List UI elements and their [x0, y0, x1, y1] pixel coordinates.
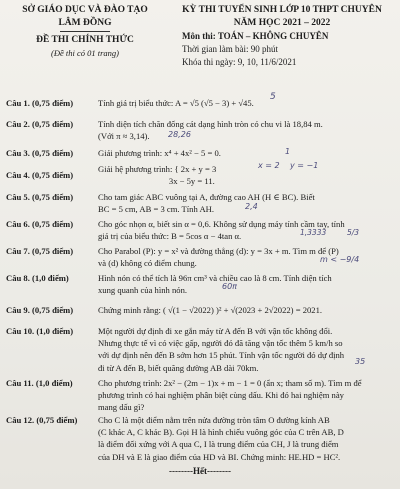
question-text: 3x − 5y = 11.: [98, 176, 215, 187]
question-text: giá trị của biểu thức: B = 5cos α − 4tan α.: [98, 231, 242, 242]
header-left: [10, 4, 160, 59]
handwritten-note: 35: [355, 357, 366, 366]
question-text: Nhưng thực tế vì có việc gấp, người đó đã tăng vận tốc thêm 5 km/h so: [98, 338, 343, 349]
question-label: Câu 3. (0,75 điểm): [6, 148, 74, 158]
question-label: Câu 5. (0,75 điểm): [6, 192, 74, 202]
question-label: Câu 2. (0,75 điểm): [6, 119, 74, 129]
question-text: Cho phương trình: 2x² − (2m − 1)x + m − 1 = 0 (ẩn x; tham số m). Tìm m để: [98, 378, 362, 388]
question-text: Giải hệ phương trình: { 2x + y = 3: [98, 164, 217, 174]
question-text: Tính diện tích chăn đống cát dạng hình tròn có chu vi là 18,84 m.: [98, 119, 323, 129]
question-text: Chứng minh rằng: ( √(1 − √2022) )² + √(2023 + 2√2022) = 2021.: [98, 305, 323, 315]
question-text: đi từ A đến B, biết quãng đường AB dài 70km.: [98, 362, 259, 373]
question-text: và (d) không có điểm chung.: [98, 258, 197, 269]
question-text: là điểm đối xứng với A qua C, I là trung điểm của CH, J là trung điểm: [98, 439, 339, 450]
question-text: Cho góc nhọn α, biết sin α = 0,6. Không sử dụng máy tính cầm tay, tính: [98, 219, 345, 229]
question-text: Giải phương trình: x⁴ + 4x² − 5 = 0.: [98, 148, 221, 158]
handwritten-note: 5: [270, 92, 276, 102]
handwritten-note: 2,4: [245, 202, 258, 211]
exam-time: Thời gian làm bài: 90 phút: [182, 44, 278, 54]
question-label: Câu 6. (0,75 điểm): [6, 219, 74, 229]
question-text: Hình nón có thể tích là 96π cm³ và chiều cao là 8 cm. Tính diện tích: [98, 273, 332, 283]
subject: Môn thi: TOÁN – KHÔNG CHUYÊN: [182, 31, 329, 41]
question-text: BC = 5 cm, AB = 3 cm. Tính AH.: [98, 204, 215, 215]
question-label: Câu 8. (1,0 điểm): [6, 273, 69, 283]
question-text: Một người dự định đi xe gắn máy từ A đến B với vận tốc không đổi.: [98, 326, 333, 336]
handwritten-note: 1: [285, 147, 291, 156]
question-label: Câu 4. (0,75 điểm): [6, 170, 74, 180]
handwritten-note: y = −1: [290, 161, 319, 170]
question-label: Câu 1. (0,75 điểm): [6, 98, 74, 108]
official-label: ĐỀ THI CHÍNH THỨC: [36, 35, 134, 45]
handwritten-note: x = 2: [258, 161, 280, 170]
exam-header: [0, 4, 400, 78]
question-text: (C khác A, C khác B). Gọi H là hình chiếu vuông góc của C trên AB, D: [98, 427, 344, 438]
question-label: Câu 9. (0,75 điểm): [6, 305, 74, 315]
question-text: mang dấu gì?: [98, 402, 145, 413]
question-text: Cho Parabol (P): y = x² và đường thẳng (d): y = 3x + m. Tìm m để (P): [98, 246, 339, 256]
question-text: Tính giá trị biểu thức: A = √5 (√5 − 3) + √45.: [98, 98, 254, 108]
exam-date: Khóa thi ngày: 9, 10, 11/6/2021: [182, 57, 297, 67]
question-label: Câu 12. (0,75 điểm): [6, 415, 78, 425]
handwritten-note: 1,3333: [300, 228, 327, 237]
question-text: của DH và E là giao điểm của HD và BI. Chứng minh: HE.HD = HC².: [98, 451, 341, 462]
school-year: NĂM HỌC 2021 – 2022: [233, 18, 331, 28]
question-text: Cho C là một điểm nằm trên nửa đường tròn tâm O đường kính AB: [98, 415, 330, 425]
handwritten-note: m < −9/4: [320, 255, 360, 264]
question-text: phương trình có hai nghiệm phân biệt cùng dấu. Khi đó hai nghiệm này: [98, 390, 344, 401]
handwritten-note: 60π: [222, 282, 237, 291]
question-text: Cho tam giác ABC vuông tại A, đường cao AH (H ∈ BC). Biết: [98, 192, 315, 202]
handwritten-note: 5/3: [347, 228, 360, 237]
end-marker: --------Hết--------: [169, 466, 231, 476]
question-label: Câu 11. (1,0 điểm): [6, 378, 73, 388]
exam-title: KỲ THI TUYỂN SINH LỚP 10 THPT CHUYÊN: [182, 5, 382, 15]
pages-note: (Đề thi có 01 trang): [51, 48, 119, 58]
question-text: (Với π ≈ 3,14).: [98, 131, 150, 142]
department-name: SỞ GIÁO DỤC VÀ ĐÀO TẠO: [22, 5, 148, 15]
divider: [60, 31, 110, 32]
province-name: LÂM ĐỒNG: [58, 18, 112, 28]
question-text: xung quanh của hình nón.: [98, 285, 188, 296]
question-text: với dự định nên đến B sớm hơn 15 phút. Tính vận tốc người đó dự định: [98, 350, 345, 361]
question-label: Câu 7. (0,75 điểm): [6, 246, 74, 256]
header-right: [168, 4, 396, 69]
question-label: Câu 10. (1,0 điểm): [6, 326, 74, 336]
handwritten-note: 28,26: [168, 130, 191, 139]
